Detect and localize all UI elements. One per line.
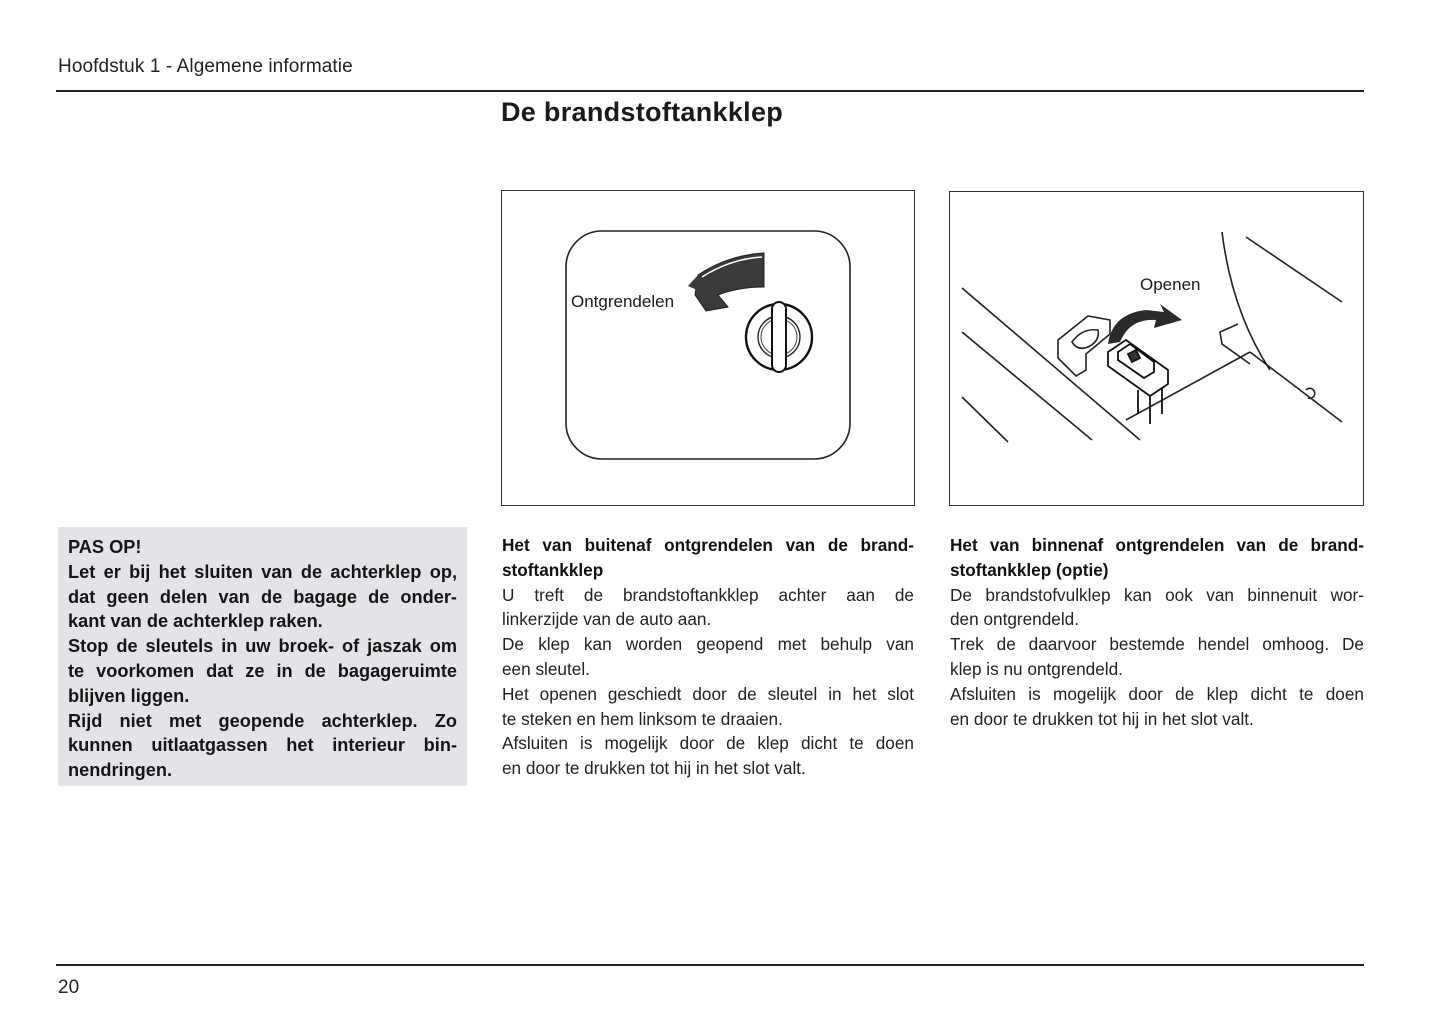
warning-line: dat geen delen van de bagage de onder- [68, 586, 457, 607]
body-line: Het openen geschiedt door de sleutel in het slot [502, 683, 914, 704]
warning-box [58, 527, 467, 786]
figure-1-label: Ontgrendelen [571, 292, 675, 311]
body-line: Trek de daarvoor bestemde hendel omhoog. De [950, 634, 1364, 655]
section-heading: Het van buitenaf ontgrendelen van de brand- [502, 535, 914, 555]
key-lock-icon [746, 302, 812, 372]
body-line: een sleutel. [502, 658, 590, 679]
section-exterior-unlock [502, 533, 914, 781]
open-arrow-icon [1108, 304, 1182, 344]
release-lever-icon [1108, 340, 1168, 424]
interior-lever-illustration [950, 192, 1363, 505]
warning-line: Let er bij het sluiten van de achterklep op, [68, 561, 457, 582]
body-line: De klep kan worden geopend met behulp van [502, 634, 914, 655]
page-number: 20 [58, 977, 80, 998]
header-rule [56, 90, 1364, 92]
unlock-arrow-icon [688, 253, 764, 311]
page-title: De brandstoftankklep [501, 97, 784, 127]
chapter-header: Hoofdstuk 1 - Algemene informatie [58, 56, 353, 77]
warning-line: te voorkomen dat ze in de bagageruimte [68, 660, 457, 681]
warning-line: Rijd niet met geopende achterklep. Zo [68, 710, 457, 731]
section-heading: stoftankklep [502, 559, 604, 580]
warning-line: kant van de achterklep raken. [68, 611, 323, 632]
body-line: den ontgrendeld. [950, 609, 1080, 630]
body-line: Afsluiten is mogelijk door de klep dicht te doen [502, 733, 914, 754]
section-interior-unlock [950, 533, 1364, 731]
warning-line: nendringen. [68, 760, 173, 781]
warning-line: Stop de sleutels in uw broek- of jaszak om [68, 636, 457, 657]
body-line: en door te drukken tot hij in het slot valt. [502, 758, 806, 779]
figure-exterior-unlock [501, 190, 915, 506]
section-heading: Het van binnenaf ontgrendelen van de brand- [950, 535, 1364, 555]
body-line: klep is nu ontgrendeld. [950, 658, 1123, 679]
warning-line: kunnen uitlaatgassen het interieur bin- [68, 735, 457, 756]
body-line: te steken en hem linksom te draaien. [502, 708, 783, 729]
body-line: De brandstofvulklep kan ook van binnenuit wor- [950, 584, 1364, 605]
footer-rule [56, 964, 1364, 966]
body-line: U treft de brandstoftankklep achter aan de [502, 584, 914, 605]
fuel-flap-icon [1058, 316, 1110, 376]
figure-2-label: Openen [1140, 275, 1201, 294]
warning-title: PAS OP! [68, 537, 142, 557]
fuel-door-lock-illustration [502, 191, 914, 505]
body-line: linkerzijde van de auto aan. [502, 609, 712, 630]
section-heading: stoftankklep (optie) [950, 559, 1109, 580]
warning-line: blijven liggen. [68, 685, 190, 706]
figure-interior-unlock [949, 191, 1364, 506]
body-line: Afsluiten is mogelijk door de klep dicht te doen [950, 683, 1364, 704]
body-line: en door te drukken tot hij in het slot valt. [950, 708, 1254, 729]
